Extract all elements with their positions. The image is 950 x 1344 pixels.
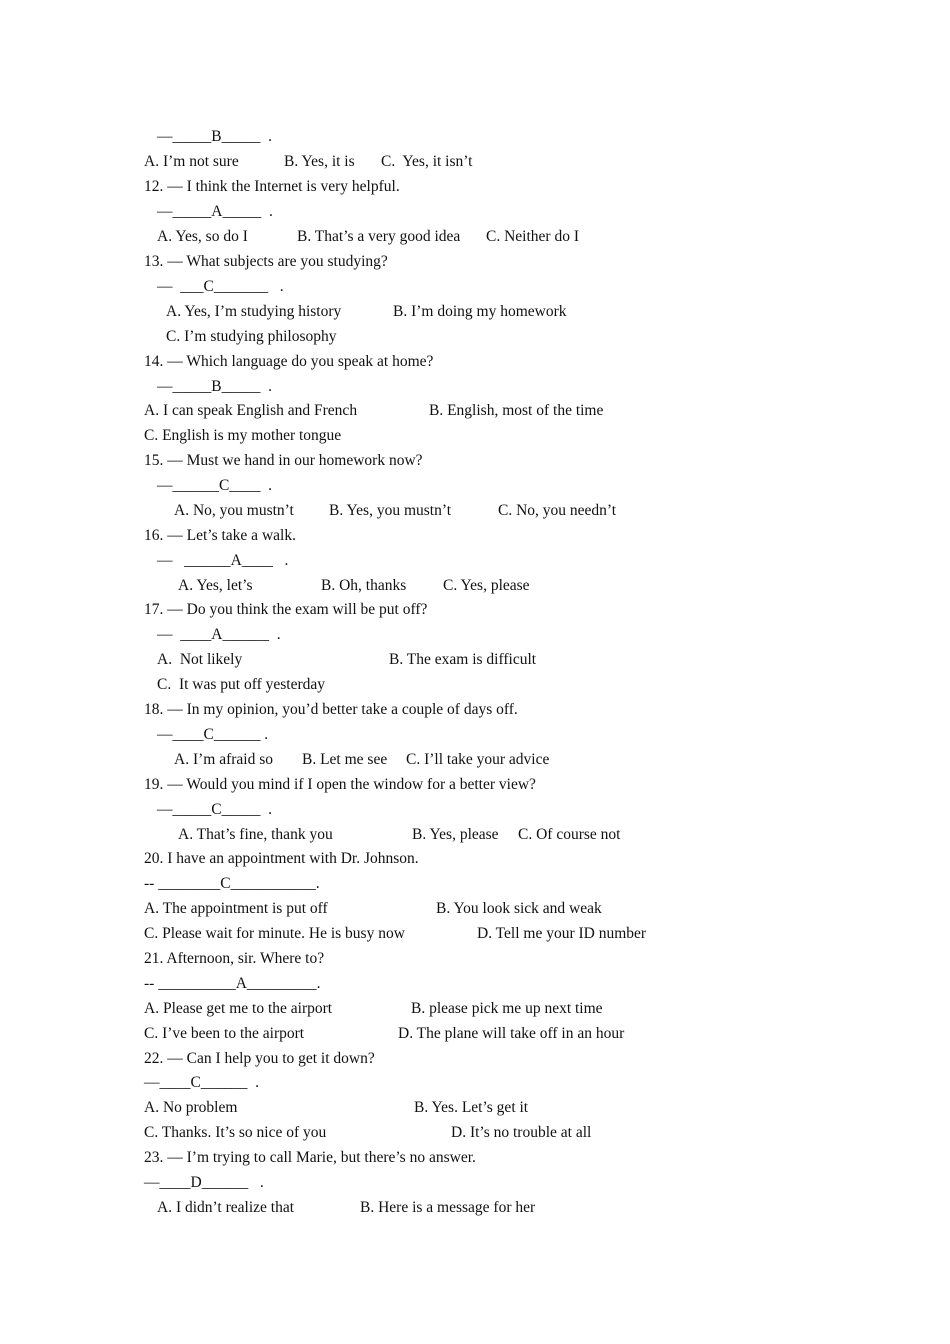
option-a: A. Yes, let’s — [178, 577, 253, 594]
option-c: C. Yes, please — [443, 577, 530, 594]
answer-line: -- __________A_________. — [144, 975, 321, 992]
option-a: A. I didn’t realize that — [157, 1199, 295, 1216]
option-b: B. Here is a message for her — [360, 1199, 536, 1216]
option-c: C. I’ll take your advice — [406, 751, 550, 768]
option-a: A. No problem — [144, 1099, 238, 1116]
option-b: B. Yes, please — [412, 826, 499, 843]
option-a: A. I can speak English and French — [144, 402, 358, 419]
question-18: 18. — In my opinion, you’d better take a couple of days off. — [144, 701, 518, 718]
option-b: B. That’s a very good idea — [297, 228, 461, 245]
option-c: C. Please wait for minute. He is busy now — [144, 925, 405, 942]
option-b: B. please pick me up next time — [411, 1000, 603, 1017]
option-d: D. It’s no trouble at all — [451, 1124, 592, 1141]
option-a: A. Yes, so do I — [157, 228, 248, 245]
option-a: A. That’s fine, thank you — [178, 826, 333, 843]
option-c: C. No, you needn’t — [498, 502, 617, 519]
answer-line: —____C______ . — [157, 726, 269, 743]
answer-line: —_____C_____ . — [157, 801, 272, 818]
option-c: C. Neither do I — [486, 228, 579, 245]
option-a: A. No, you mustn’t — [174, 502, 294, 519]
answer-line: —_____B_____ . — [157, 378, 272, 395]
question-22: 22. — Can I help you to get it down? — [144, 1050, 375, 1067]
answer-line: —____C______ . — [144, 1074, 259, 1091]
option-b: B. English, most of the time — [429, 402, 604, 419]
option-a: A. Not likely — [157, 651, 243, 668]
option-d: D. Tell me your ID number — [477, 925, 647, 942]
option-c: C. I’m studying philosophy — [166, 328, 337, 345]
answer-line: — ____A______ . — [157, 626, 281, 643]
option-b: B. Yes, it is — [284, 153, 355, 170]
option-a: A. Please get me to the airport — [144, 1000, 333, 1017]
option-b: B. Oh, thanks — [321, 577, 407, 594]
question-15: 15. — Must we hand in our homework now? — [144, 452, 423, 469]
option-b: B. Yes. Let’s get it — [414, 1099, 529, 1116]
question-13: 13. — What subjects are you studying? — [144, 253, 388, 270]
option-a: A. I’m afraid so — [174, 751, 273, 768]
option-c: C. Thanks. It’s so nice of you — [144, 1124, 327, 1141]
answer-line: —______C____ . — [157, 477, 272, 494]
question-20: 20. I have an appointment with Dr. Johnson. — [144, 850, 419, 867]
question-19: 19. — Would you mind if I open the window for a better view? — [144, 776, 536, 793]
question-16: 16. — Let’s take a walk. — [144, 527, 296, 544]
option-d: D. The plane will take off in an hour — [398, 1025, 625, 1042]
answer-line: — ___C_______ . — [157, 278, 284, 295]
option-c: C. It was put off yesterday — [157, 676, 326, 693]
answer-line: —_____B_____ . — [157, 128, 272, 145]
option-c: C. English is my mother tongue — [144, 427, 342, 444]
option-b: B. The exam is difficult — [389, 651, 537, 668]
option-b: B. I’m doing my homework — [393, 303, 567, 320]
question-12: 12. — I think the Internet is very helpful. — [144, 178, 400, 195]
option-b: B. Let me see — [302, 751, 388, 768]
answer-line: — ______A____ . — [157, 552, 289, 569]
answer-line: —____D______ . — [144, 1174, 264, 1191]
option-b: B. Yes, you mustn’t — [329, 502, 452, 519]
question-21: 21. Afternoon, sir. Where to? — [144, 950, 325, 967]
answer-line: —_____A_____ . — [157, 203, 273, 220]
question-14: 14. — Which language do you speak at home? — [144, 353, 434, 370]
answer-line: -- ________C___________. — [144, 875, 320, 892]
option-c: C. Of course not — [518, 826, 621, 843]
option-a: A. I’m not sure — [144, 153, 239, 170]
question-17: 17. — Do you think the exam will be put off? — [144, 601, 428, 618]
option-c: C. I’ve been to the airport — [144, 1025, 305, 1042]
option-c: C. Yes, it isn’t — [381, 153, 473, 170]
option-b: B. You look sick and weak — [436, 900, 602, 917]
question-23: 23. — I’m trying to call Marie, but there’s no answer. — [144, 1149, 476, 1166]
option-a: A. Yes, I’m studying history — [166, 303, 342, 320]
option-a: A. The appointment is put off — [144, 900, 328, 917]
